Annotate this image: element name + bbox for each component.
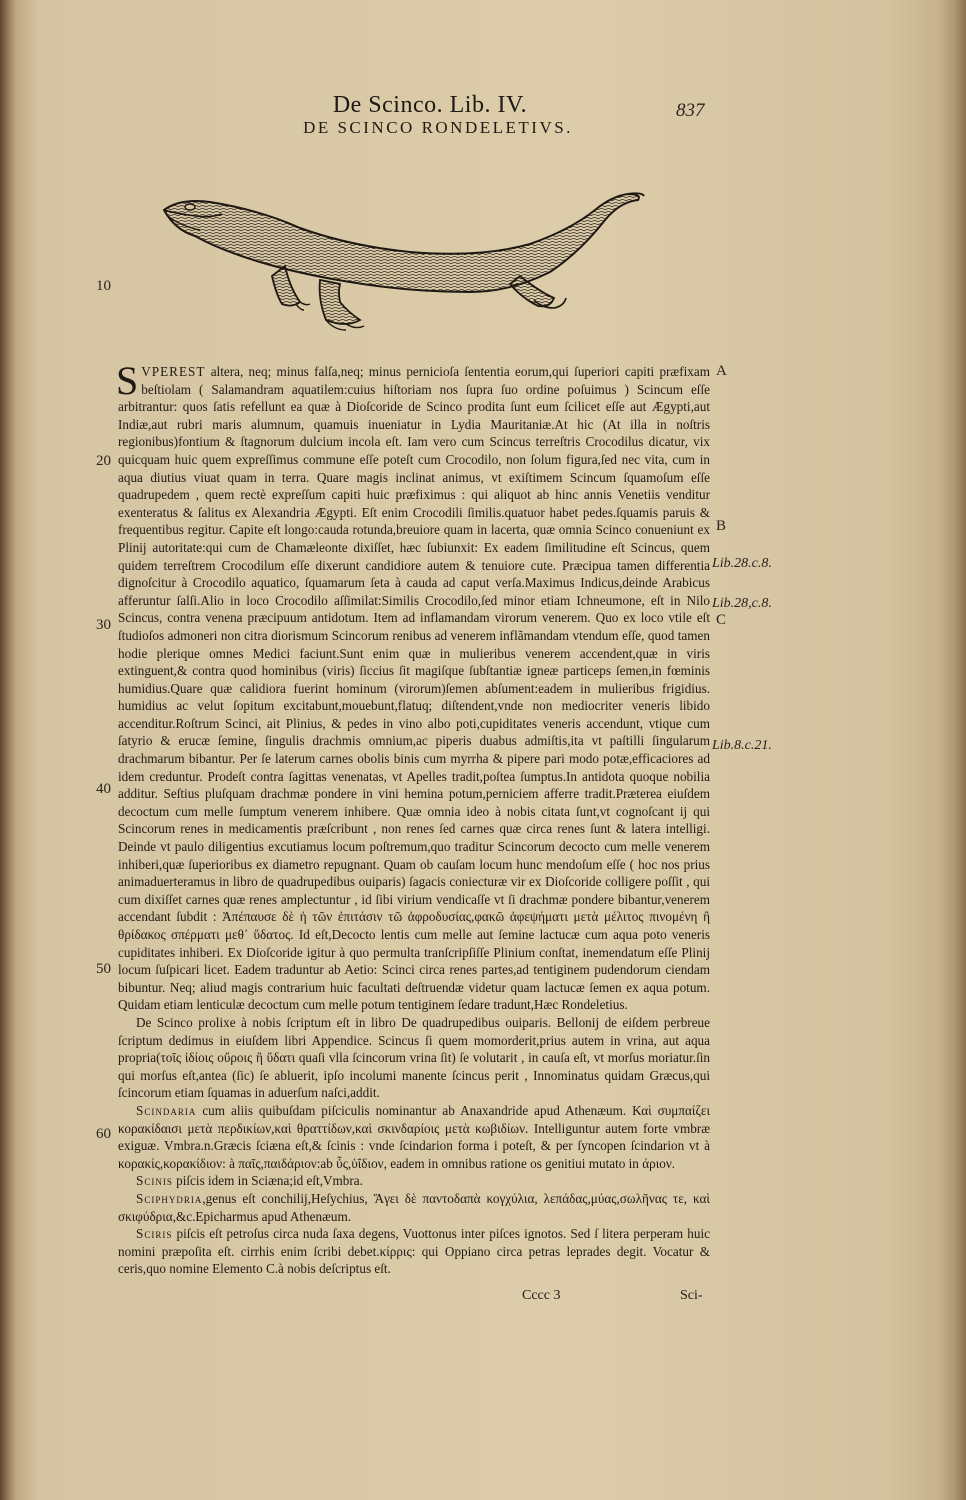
line-number: 10 — [96, 278, 111, 294]
drop-cap: S — [116, 358, 139, 403]
signature-mark: Cccc 3 — [522, 1288, 561, 1303]
body-text — [116, 358, 710, 1278]
margin-reference: Lib.8.c.21. — [712, 738, 772, 753]
running-head: De Scinco. Lib. IV. — [332, 92, 528, 118]
scincus-woodcut-icon — [150, 180, 680, 340]
folio-number: 837 — [676, 100, 705, 121]
line-number: 60 — [96, 1126, 111, 1142]
margin-reference: Lib.28.c.8. — [712, 556, 772, 571]
margin-letter: C — [716, 612, 727, 628]
paragraph: De Scinco prolixe à nobis ſcriptum eſt in libro De quadrupedibus ouiparis. Bellonij de eiſdem perbreue ſcriptum dedimus in eiuſdem libri Appendice. Scincus ſi quem momorderit,prius autem in vrina, aut aqua propria(τοῖς ἰδίοις οὔροις ἢ ὕδατι quaſi vlla ſcincorum vrina ſit) ſe volutarit , in cauſa eſt, vt morſus moriatur.ſin qui morſus eſt,antea (ſic) ſe abluerit, ipſo incolumi manente ſcincus perit , Innominatus quidam Græcus,qui ſcincorum etiam ſquamas in aduerſum naſci,addit. — [118, 1014, 710, 1101]
margin-reference: Lib.28,c.8. — [712, 596, 772, 611]
paragraph: SVPEREST altera, neq; minus falſa,neq; minus pernicioſa ſententia eorum,qui ſuperiori capiti præfixam beſtiolam ( Salamandram aquatilem:cuius hiſtoriam nos ſupra ſuo ordine poſuimus ) Scincum eſſe arbitrantur: quos ſatis refellunt ea quæ à Dioſcoride de Scinco prodita ſunt eum ſcilicet eſſe aut Ægypti,aut Indiæ,aut rubri maris alumnum, quamuis inueniatur in Lydia Mauritaniæ.At hic (At illa in noſtris regionibus)fontium & ſtagnorum dulcium incola eſt. Iam vero cum Scincus terreſtris Crocodilus dicatur, vix quicquam huic quem expreſſimus commune eſſe poteſt cum Crocodilo, non ſolum figura,ſed nec vita, cum in aqua diutius viuat quam in terra. Quare magis inclinat animus, vt exiſtimem Scincum ſquamoſum eſſe quadrupedem , quem rectè expreſſum capiti huic præfiximus : qui aliquot ab hinc annis Venetiis venditur exenteratus & ſalitus ex Alexandria Ægypti. Eſt enim Crocodili ſimilis.quatuor habet pedes.ſquamis paruis & frequentibus regitur. Capite eſt longo:cauda rotunda,breuiore quam in lacerta, quæ omnia Scinco conueniunt ex Plinij autoritate:qui cum de Chamæleonte dixiſſet, hæc ſubiunxit: Ex eadem ſimilitudine eſt Scincus, quem quidem terreſtrem Crocodilum eſſe dixerunt candidiore autem & tenuiore cute. Præcipua tamen differentia dignoſcitur à Crocodilo aquatico, ſquamarum ſeta à cauda ad caput verſa.Maximus Indicus,deinde Arabicus afferuntur ſalſi.Alio in loco Crocodilo aſſimilat:Similis Crocodilo,ſed minor etiam Ichneumone, eſt in Nilo Scincus, contra venena præcipuum antidotum. Item ad inflamandam virorum venerem. Quo ex loco vtile eſt ſtudioſos admoneri non citra diorismum Scincorum renibus ad venerem inflãmandam vtendum eſſe, quod tamen hodie plerique omnes Medici faciunt.Sunt enim quæ in mulieribus venerem accendent,quæ in viris extinguent,& contra quod hominibus (viris) ſiccius ſit magiſque ſubſtantiæ igneæ particeps ſemen,in fœminis humidius.Quare quæ calidiora fuerint hominum (virorum)ſemen abſument:eadem in mulieribus frigidius. humidius ac velut ſopitum excitabunt,mouebunt,flatuq; diſtendent,vnde non mediocriter veneris libido accenditur.Roſtrum Scinci, ait Plinius, & pedes in vino albo poti,cupiditates veneris accendunt, vtique cum ſatyrio & erucæ ſemine, ſingulis drachmis omnium,ac piperis duabus admiſtis,ita vt paſtilli ſingularum drachmarum bibantur. Per ſe laterum carnes obolis binis cum myrrha & pipere pari modo potæ,efficaciores ad idem creduntur. Prodeſt contra ſagittas venenatas, vt Apelles tradit,poſtea ſumptus.In antidota quoque nobilia additur. Seſtius pluſquam drachmæ pondere in vini hemina potum,perniciem afferre tradit.Præterea eiuſdem decoctum cum melle ſumptum venerem inhibere. Quæ omnia ideo à nobis citata ſunt,vt cognoſcant ij qui Scincorum renes in medicamentis præſcribunt , non renes ſed carnes quæ circa renes ſunt & latera intelligi. Deinde vt paulo diligentius excutiamus locum poſtremum,quo traditur Scincorum decocto cum melle venerem inhiberi,quæ ſuperioribus ex diametro repugnant. Quam ob cauſam locum hunc mendoſum eſſe ( hoc nos prius animaduerteramus in libro de quadrupedibus ouiparis) ſagacis coniecturæ vir ex Dioſcoride colligere poſſit , qui cum dixiſſet carnes quæ renes amplectuntur , id ſibi virium vendicaſſe vt ſi drachmæ pondere bibantur,venerem accendant ſubdit : Ἀπέπαυσε δὲ ἡ τῶν ἐπιτάσιν τῶ ἀφροδυσίας,φακῶ ἀφεψήματι μετὰ μέλιτος πινομένη ἢ θρίδακος σπέρματι μεθ᾽ ὕδατος. Id eſt,Decocto lentis cum melle aut ſemine lactucæ cum aqua poto veneris cupiditates inhiberi. Ex Dioſcoride igitur à quo permulta tranſcripſiſſe Plinium conſtat, inemendatum eſſe Plinij locum ſuſpicari licet. Eadem traduntur ab Aetio: Scinci circa renes partes,ad tentiginem pudendorum ciendam bibuntur. Neq; aliud magis contrarium huic facultati deſtruendæ videtur quam lactucæ ſemen ex aqua potum. Quidam etiam lenticulæ decoctum cum melle potum tentiginem ſedare tradunt,Hæc Rondeletius. — [116, 358, 710, 1013]
page-edge — [944, 0, 966, 1500]
paragraph: Sciphydria,genus eſt conchilij,Heſychius, Ἄγει δὲ παντοδαπὰ κογχύλια, λεπάδας,μύας,σωλῆνας τε, καὶ σκιφύδρια,&c.Epicharmus apud Athenæum. — [118, 1190, 710, 1224]
margin-letter: A — [716, 363, 727, 379]
paragraph: Sciris piſcis eſt petroſus circa nuda ſaxa degens, Vuottonus inter piſces ignotos. Sed ſ litera perperam huic nomini præpoſita eſt. cirrhis enim ſcribi debet.κίρρις: qui Oppiano circa petras leprades degit. Vocatur & ceris,quo nomine Elemento C.à nobis deſcriptus eſt. — [118, 1226, 710, 1277]
paragraph: Scinis piſcis idem in Sciæna;id eſt,Vmbra. — [136, 1173, 363, 1189]
line-number: 50 — [96, 961, 111, 977]
line-number: 30 — [96, 617, 111, 633]
line-number: 20 — [96, 453, 111, 469]
paragraph: Scindaria cum aliis quibuſdam piſciculis nominantur ab Anaxandride apud Athenæum. Καὶ συμπαίζει κορακίδαισι μετὰ περδικίων,καὶ θραττίδων,καὶ σκινδαρίοις μετὰ κωβιδίων. Intelliguntur autem forte vmbræ exiguæ. Vmbra.n.Græcis ſciæna eſt,& ſcinis : vnde ſcindarion forma i poteſt, & per ſyncopen ſcindarion vt à κορακίς,κορακίδιον: à παῖς,παιδάριον:ab ὖς,ὑΐδιον, eadem in omnibus ratione os genitiui mutato in άριον. — [118, 1102, 710, 1171]
section-title: DE SCINCO RONDELETIVS. — [303, 118, 573, 137]
catchword: Sci- — [680, 1288, 703, 1303]
line-number: 40 — [96, 781, 111, 797]
margin-letter: B — [716, 518, 727, 534]
